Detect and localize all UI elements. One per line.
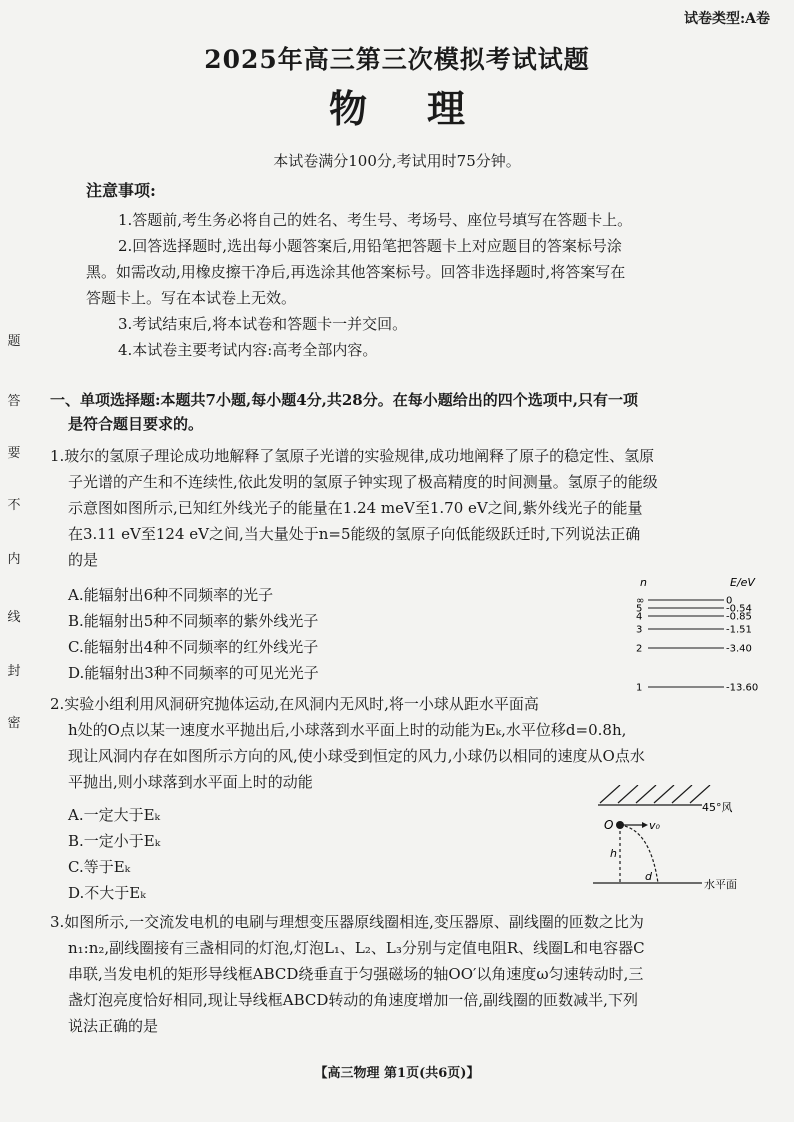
level-e-label: -3.40: [726, 643, 752, 655]
section-heading: 一、单项选择题:本题共7小题,每小题4分,共28分。在每小题给出的四个选项中,只有一项: [50, 391, 638, 409]
exam-info: 本试卷满分100分,考试用时75分钟。: [273, 152, 521, 170]
notice-line: 4.本试卷主要考试内容:高考全部内容。: [118, 341, 378, 359]
wind-label: 45°风: [702, 801, 733, 814]
energy-level-diagram: [620, 575, 780, 700]
q2-text: 2.实验小组利用风洞研究抛体运动,在风洞内无风时,将一小球从距水平面高: [50, 695, 539, 713]
q2-text: h处的O点以某一速度水平抛出后,小球落到水平面上时的动能为Eₖ,水平位移d=0.8h,: [68, 721, 627, 739]
h-label: h: [610, 847, 617, 860]
side-mark: 封: [7, 664, 21, 679]
page-footer: 【高三物理 第1页(共6页)】: [314, 1066, 480, 1081]
v0-label: v₀: [649, 819, 660, 832]
side-mark: 答: [7, 394, 21, 409]
q2-option-c: C.等于Eₖ: [68, 858, 131, 876]
q1-text: 子光谱的产生和不连续性,依此发明的氢原子钟实现了极高精度的时间测量。氢原子的能级: [68, 473, 658, 491]
q3-text: n₁:n₂,副线圈接有三盏相同的灯泡,灯泡L₁、L₂、L₃分别与定值电阻R、线圈L和电容器C: [68, 939, 645, 957]
q2-option-a: A.一定大于Eₖ: [68, 806, 161, 824]
q1-option-a: A.能辐射出6种不同频率的光子: [68, 586, 274, 604]
q1-option-d: D.能辐射出3种不同频率的可见光光子: [68, 664, 319, 682]
n-axis-label: n: [640, 576, 647, 589]
notice-line: 3.考试结束后,将本试卷和答题卡一并交回。: [118, 315, 408, 333]
wind-tunnel-diagram: [590, 785, 770, 895]
side-mark: 内: [7, 552, 21, 567]
q1-option-b: B.能辐射出5种不同频率的紫外线光子: [68, 612, 319, 630]
q1-text: 在3.11 eV至124 eV之间,当大量处于n=5能级的氢原子向低能级跃迁时,下列说法正确: [68, 525, 641, 543]
level-e-label: -0.85: [726, 611, 752, 623]
energy-levels: [636, 596, 758, 694]
notice-heading: 注意事项:: [86, 181, 156, 200]
exam-title: 2025年高三第三次模拟考试试题: [204, 45, 590, 74]
level-n-label: 4: [636, 611, 643, 623]
side-mark: 不: [7, 498, 21, 513]
q1-text: 的是: [68, 551, 99, 569]
q3-text: 盏灯泡亮度恰好相同,现让导线框ABCD转动的角速度增加一倍,副线圈的匝数减半,下列: [68, 991, 638, 1009]
q2-option-b: B.一定小于Eₖ: [68, 832, 161, 850]
side-mark: 密: [7, 716, 21, 731]
side-mark: 线: [7, 610, 21, 625]
d-label: d: [645, 870, 652, 883]
notice-line: 黑。如需改动,用橡皮擦干净后,再选涂其他答案标号。回答非选择题时,将答案写在: [86, 263, 626, 281]
level-n-label: 1: [636, 682, 643, 694]
q3-text: 3.如图所示,一交流发电机的电刷与理想变压器原线圈相连,变压器原、副线圈的匝数之比为: [50, 913, 644, 931]
q1-text: 1.玻尔的氢原子理论成功地解释了氢原子光谱的实验规律,成功地阐释了原子的稳定性、氢原: [50, 447, 655, 465]
level-e-label: 0: [726, 595, 733, 607]
q2-text: 现让风洞内存在如图所示方向的风,使小球受到恒定的风力,小球仍以相同的速度从O点水: [68, 747, 645, 765]
paper-type: 试卷类型:A卷: [683, 11, 770, 27]
e-axis-label: E/eV: [730, 576, 755, 589]
subject-title: 物理: [328, 86, 525, 131]
section-heading-cont: 是符合题目要求的。: [68, 415, 204, 433]
q2-option-d: D.不大于Eₖ: [68, 884, 146, 902]
level-e-label: -1.51: [726, 624, 752, 636]
level-n-label: ∞: [636, 595, 645, 607]
level-n-label: 2: [636, 643, 643, 655]
point-o-label: O: [604, 818, 614, 832]
side-mark: 要: [7, 446, 21, 461]
level-e-label: -13.60: [726, 682, 759, 694]
q3-text: 串联,当发电机的矩形导线框ABCD绕垂直于匀强磁场的轴OO′以角速度ω匀速转动时,三: [68, 965, 644, 983]
level-e-label: -0.54: [726, 603, 752, 615]
notice-line: 答题卡上。写在本试卷上无效。: [86, 289, 297, 307]
q3-text: 说法正确的是: [68, 1017, 159, 1035]
q1-text: 示意图如图所示,已知红外线光子的能量在1.24 meV至1.70 eV之间,紫外线光子的能量: [68, 499, 643, 517]
side-mark: 题: [7, 334, 21, 349]
q1-option-c: C.能辐射出4种不同频率的红外线光子: [68, 638, 319, 656]
notice-line: 1.答题前,考生务必将自己的姓名、考生号、考场号、座位号填写在答题卡上。: [118, 211, 633, 229]
ground-label: 水平面: [704, 878, 737, 891]
level-n-label: 3: [636, 624, 643, 636]
notice-line: 2.回答选择题时,选出每小题答案后,用铅笔把答题卡上对应题目的答案标号涂: [118, 237, 622, 255]
q2-text: 平抛出,则小球落到水平面上时的动能: [68, 773, 313, 791]
level-n-label: 5: [636, 603, 643, 615]
